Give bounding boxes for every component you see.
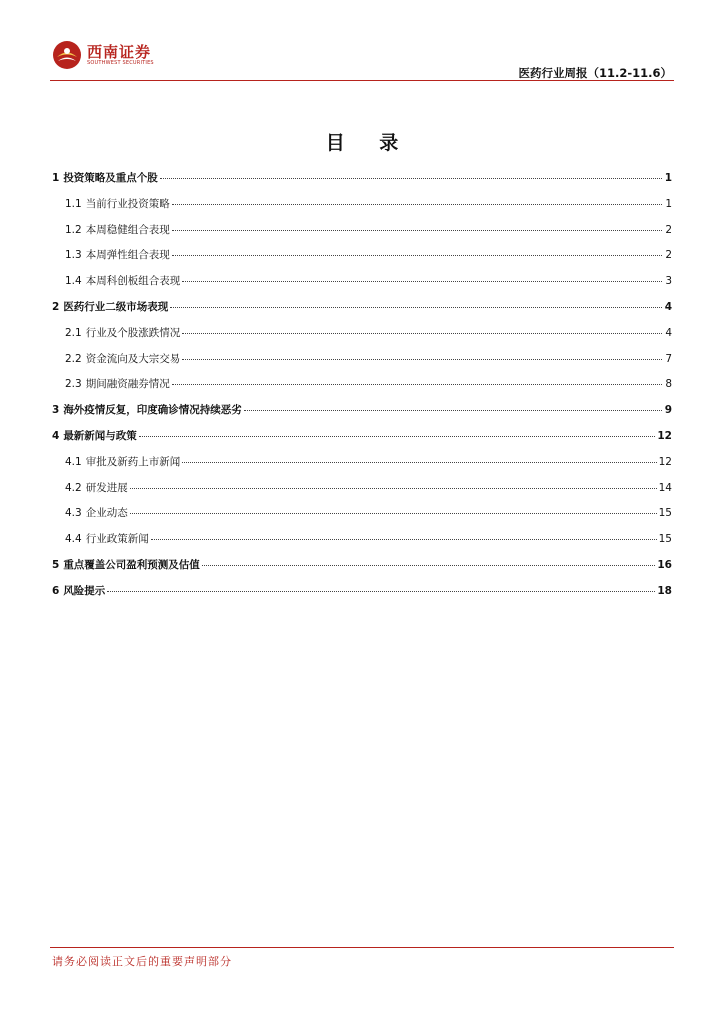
toc-entry-title: 审批及新药上市新闻 [85, 455, 181, 468]
toc-entry-page: 18 [657, 584, 672, 597]
toc-entry-number: 2.1 [65, 326, 82, 339]
toc-entry-page: 14 [658, 481, 672, 494]
toc-entry-title: 投资策略及重点个股 [63, 172, 158, 184]
southwest-securities-logo-icon [52, 40, 82, 70]
toc-entry[interactable] [52, 428, 672, 454]
toc-entry-title: 最新新闻与政策 [63, 429, 137, 442]
toc-leader-dots [130, 513, 657, 514]
toc-leader-dots [139, 436, 656, 437]
toc-entry-page: 9 [664, 404, 672, 417]
toc-entry-page: 8 [665, 378, 672, 391]
toc-entry[interactable] [52, 557, 672, 583]
toc-entry[interactable] [52, 196, 672, 222]
toc-entry[interactable] [52, 402, 672, 428]
toc-entry-title: 本周科创板组合表现 [85, 275, 181, 288]
toc-entry-title: 本周弹性组合表现 [85, 249, 170, 262]
toc-entry[interactable] [52, 505, 672, 531]
toc-leader-dots [182, 359, 662, 360]
toc-entry-number: 5 [52, 558, 60, 571]
toc-entry-title: 研发进展 [85, 481, 128, 494]
toc-entry-page: 15 [658, 507, 672, 520]
toc-entry-number: 1.3 [65, 249, 82, 262]
header-divider [50, 80, 674, 81]
toc-entry[interactable] [52, 583, 672, 609]
toc-entry[interactable] [52, 299, 672, 325]
company-logo [52, 40, 154, 70]
toc-entry-title: 医药行业二级市场表现 [63, 300, 169, 313]
toc-entry-number: 4.2 [65, 481, 82, 494]
toc-entry[interactable] [52, 480, 672, 506]
toc-leader-dots [151, 539, 657, 540]
toc-entry-title: 风险提示 [63, 584, 106, 597]
toc-leader-dots [202, 565, 656, 566]
toc-entry-title: 行业及个股涨跌情况 [85, 326, 181, 339]
toc-entry-title: 本周稳健组合表现 [85, 223, 170, 236]
toc-entry-number: 4.4 [65, 533, 82, 546]
toc-leader-dots [182, 462, 656, 463]
footer-divider [50, 947, 674, 948]
toc-leader-dots [160, 178, 662, 179]
toc-entry-title: 海外疫情反复，印度确诊情况持续恶劣 [63, 404, 242, 417]
toc-entry[interactable] [52, 454, 672, 480]
toc-entry-page: 16 [657, 558, 672, 571]
toc-entry[interactable] [52, 170, 672, 196]
toc-leader-dots [172, 255, 662, 256]
toc-leader-dots [172, 204, 662, 205]
logo-chinese-name: 西南证券 [87, 42, 152, 61]
toc-entry[interactable] [52, 222, 672, 248]
toc-entry-number: 1 [52, 172, 60, 184]
toc-entry-page: 12 [658, 455, 672, 468]
toc-leader-dots [130, 488, 657, 489]
logo-english-name: SOUTHWEST SECURITIES [87, 59, 154, 66]
toc-entry[interactable] [52, 376, 672, 402]
toc-leader-dots [172, 384, 662, 385]
toc-entry-page: 15 [658, 533, 672, 546]
toc-entry[interactable] [52, 351, 672, 377]
toc-entry[interactable] [52, 273, 672, 299]
toc-leader-dots [182, 281, 662, 282]
toc-entry-number: 4.3 [65, 507, 82, 520]
toc-entry-page: 1 [664, 172, 672, 184]
toc-entry-number: 4.1 [65, 455, 82, 468]
toc-entry-title: 当前行业投资策略 [85, 197, 170, 210]
toc-entry-number: 1.4 [65, 275, 82, 288]
toc-entry-page: 7 [665, 352, 672, 365]
toc-entry-page: 4 [665, 326, 672, 339]
toc-entry-number: 2.3 [65, 378, 82, 391]
toc-entry-number: 2.2 [65, 352, 82, 365]
toc-entry-page: 2 [665, 223, 672, 236]
toc-entry-number: 1.2 [65, 223, 82, 236]
toc-leader-dots [170, 307, 662, 308]
footer-disclaimer: 请务必阅读正文后的重要声明部分 [52, 955, 232, 968]
toc-entry-page: 1 [665, 197, 672, 210]
toc-entry-number: 1.1 [65, 197, 82, 210]
toc-entry-page: 2 [665, 249, 672, 262]
toc-entry-title: 资金流向及大宗交易 [85, 352, 181, 365]
report-title: 医药行业周报（11.2-11.6） [518, 66, 672, 80]
toc-entry-page: 12 [657, 429, 672, 442]
toc-entry-title: 重点覆盖公司盈利预测及估值 [63, 558, 200, 571]
toc-entry[interactable] [52, 325, 672, 351]
toc-entry-title: 期间融资融券情况 [85, 378, 170, 391]
toc-entry[interactable] [52, 247, 672, 273]
toc-leader-dots [244, 410, 662, 411]
toc-leader-dots [182, 333, 662, 334]
toc-entry-title: 企业动态 [85, 507, 128, 520]
toc-entry-number: 4 [52, 429, 60, 442]
toc-leader-dots [172, 230, 662, 231]
toc-leader-dots [107, 591, 655, 592]
toc-entry-number: 3 [52, 404, 60, 417]
toc-entry-number: 6 [52, 584, 60, 597]
toc-entry-number: 2 [52, 300, 60, 313]
toc-entry-page: 3 [665, 275, 672, 288]
table-of-contents [52, 170, 672, 609]
toc-entry[interactable] [52, 531, 672, 557]
toc-entry-page: 4 [664, 300, 672, 313]
toc-title: 目 录 [325, 132, 413, 154]
toc-entry-title: 行业政策新闻 [85, 533, 149, 546]
